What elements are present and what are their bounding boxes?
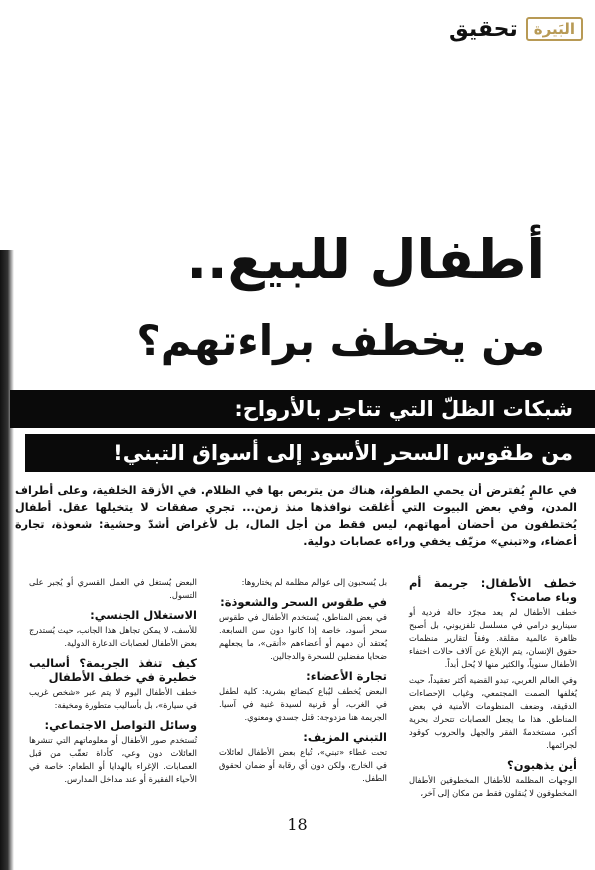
subtitle-band-2: من طقوس السحر الأسود إلى أسواق التبني! — [25, 434, 595, 472]
headline-line-1: أطفال للبيع.. — [186, 228, 545, 291]
page-header — [449, 12, 583, 46]
page-number: 18 — [287, 815, 308, 834]
subtitle-band-1: شبكات الظلّ التي تتاجر بالأرواح: — [10, 390, 595, 428]
article-column-2 — [219, 576, 387, 788]
headline-line-2: من يخطف براءتهم؟ — [136, 316, 545, 365]
column-paragraph: تُستخدم صور الأطفال أو معلوماتهم التي تنشرها العائلات دون وعي، كأداة تعقّب من قبل العصابات. الإغراء بالهدايا أو الطعام: خاصة في الأحياء الفقيرة أو عند مداخل المدارس. — [29, 735, 197, 784]
article-column-3 — [29, 576, 197, 789]
edge-photo-shadow — [0, 250, 14, 870]
column-heading: أين يذهبون؟ — [507, 758, 577, 772]
column-heading: في طقوس السحر والشعوذة: — [220, 595, 387, 609]
column-paragraph: تحت غطاء «تبني»، تُباع بعض الأطفال لعائلات في الخارج، ولكن دون أي رقابة أو ضمان لحقوق الطفل. — [219, 747, 387, 783]
column-heading: خطف الأطفال: جريمة أم وباء صامت؟ — [409, 576, 577, 604]
section-title: تحقيق — [449, 16, 518, 42]
column-paragraph: في بعض المناطق، يُستخدم الأطفال في طقوس سحر أسود، خاصة إذا كانوا دون سن السابعة. يُعتقد أن دمهم أو أعضاءهم «أنقى»، ما يجعلهم ضحايا مفضلين للسحرة والدجالين. — [219, 612, 387, 661]
magazine-logo: البَيرة — [526, 17, 583, 41]
column-heading: التبني المزيف: — [303, 730, 387, 744]
column-paragraph: البعض يُخطف ليُباع كبضائع بشرية: كلية لطفل في الغرب، أو قرنية لسيدة غنية في آسيا. الجريمة هنا مزدوجة: قتل جسدي ومعنوي. — [219, 686, 387, 722]
column-paragraph: خطف الأطفال اليوم لا يتم عبر «شخص غريب في سيارة»، بل بأساليب متطورة ومخيفة: — [29, 687, 197, 710]
column-heading: وسائل التواصل الاجتماعي: — [44, 718, 197, 732]
column-heading: تجارة الأعضاء: — [306, 669, 387, 683]
column-heading: الاستغلال الجنسي: — [90, 608, 197, 622]
column-heading: كيف تنفذ الجريمة؟ أساليب خطيرة في خطف الأطفال — [29, 656, 197, 684]
column-paragraph: للأسف، لا يمكن تجاهل هذا الجانب، حيث يُستدرج بعض الأطفال لعصابات الدعارة الدولية. — [29, 625, 197, 648]
column-paragraph: البعض يُستغل في العمل القسري أو يُجبر على التسول. — [29, 577, 197, 600]
column-paragraph: خطف الأطفال لم يعد مجرّد حالة فردية أو سيناريو درامي في مسلسل تلفزيوني، بل أصبح ظاهرة عالمية مقلقة. وفقاً لتقارير منظمات حقوق الإنسان، يتم الإبلاغ عن آلاف حالات اختفاء الأطفال سنوياً، والكثير منها لا يُحل أبداً. — [409, 607, 577, 669]
intro-paragraph: في عالمٍ يُفترض أن يحمي الطفولة، هناك من يتربص بها في الظلام. في الأزقة الخلفية، وعلى أطراف المدن، وفي بعض البيوت التي أُغلقت نوافذها منذ زمن... تجري صفقات لا يتخيلها عقل. أطفال يُختطفون من أحضان أمهاتهم، ليس فقط من أجل المال، بل لأغراض أشدّ وحشية: شعوذة، تجارة أعضاء، و«تبني» مزيّف يخفي وراءه عصابات دولية. — [15, 484, 577, 548]
article-column-1 — [409, 576, 577, 803]
column-paragraph: وفي العالم العربي، تبدو القضية أكثر تعقيداً، حيث يُغلفها الصمت المجتمعي، وغياب الإحصاءات الدقيقة، وضعف المنظومات الأمنية في بعض المناطق. هذا ما يجعل العصابات تتحرك بحرية أكبر، مستخدمةً الفقر والجهل والحروب كوقود لجرائمها. — [409, 675, 577, 750]
column-paragraph: بل يُسحبون إلى عوالم مظلمة لم يختاروها: — [241, 577, 387, 587]
column-paragraph: الوجهات المظلمة للأطفال المخطوفين الأطفال المخطوفون لا يُنقلون فقط من مكان إلى آخر، — [409, 775, 577, 798]
